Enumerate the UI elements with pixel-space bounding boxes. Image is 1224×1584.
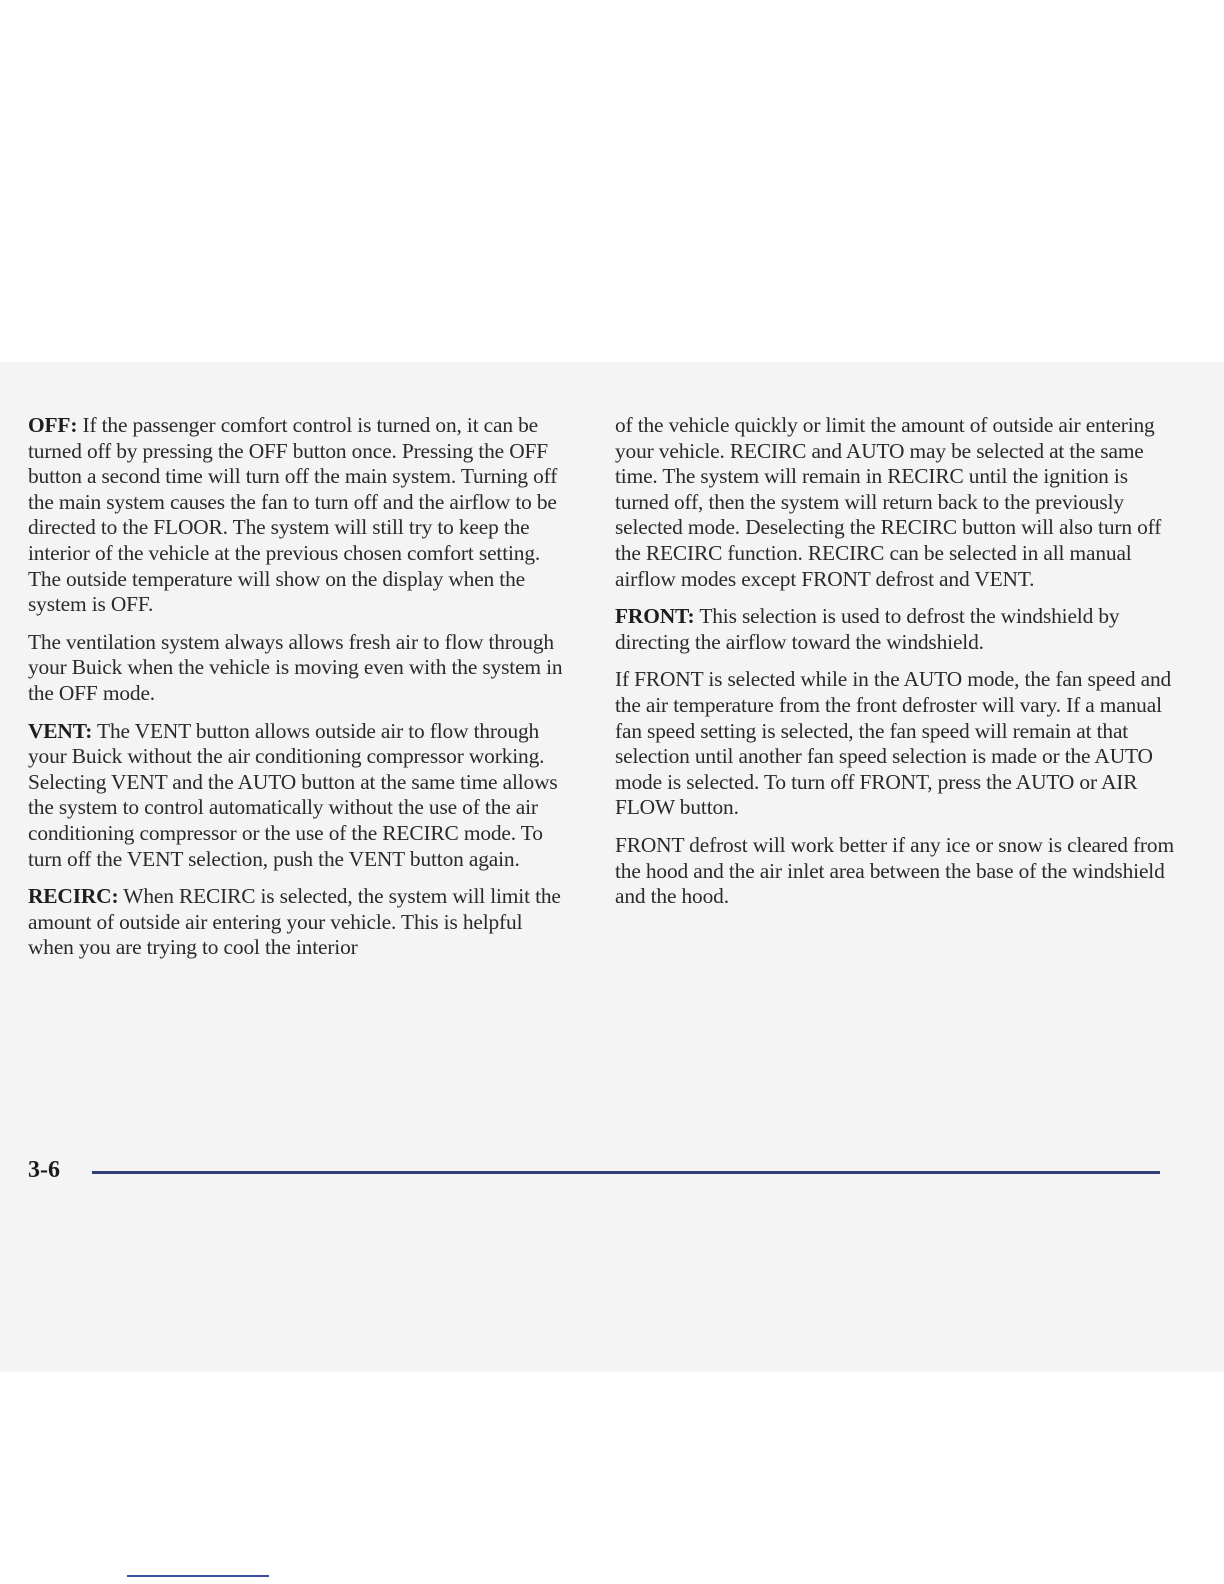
paragraph-off-text: If the passenger comfort control is turned on, it can be turned off by pressing the OFF button once. Pressing the OFF button a second time will turn off the main system. Turning off the main system causes the fan to turn off and the airflow to be directed to the FLOOR. The system will still try to keep the interior of the vehicle at the previous chosen comfort setting. The outside temperature will show on the display when the system is OFF. <box>28 413 558 617</box>
footer-rule <box>92 1171 1160 1174</box>
page-number: 3-6 <box>28 1157 60 1183</box>
right-column <box>615 413 1175 922</box>
term-vent: VENT: <box>28 718 93 743</box>
paragraph-vent-text: The VENT button allows outside air to flow through your Buick without the air conditioning compressor working. Selecting VENT and the AUTO button at the same time allows the system to control automatically without the use of the air conditioning compressor or the use of the RECIRC mode. To turn off the VENT selection, push the VENT button again. <box>28 718 558 871</box>
paragraph-off <box>28 413 573 618</box>
paragraph-recirc-text: When RECIRC is selected, the system will limit the amount of outside air entering your vehicle. This is helpful when you are trying to cool the interior <box>28 884 561 960</box>
paragraph-ventilation-text: The ventilation system always allows fresh air to flow through your Buick when the vehicle is moving even with the system in the OFF mode. <box>28 629 563 705</box>
paragraph-front-text: This selection is used to defrost the windshield by directing the airflow toward the windshield. <box>615 604 1120 654</box>
paragraph-front <box>615 604 1175 655</box>
term-recirc: RECIRC: <box>28 884 119 909</box>
paragraph-recirc-continued-text: of the vehicle quickly or limit the amount of outside air entering your vehicle. RECIRC and AUTO may be selected at the same time. The system will remain in RECIRC until the ignition is turned off, then the system will return back to the previously selected mode. Deselecting the RECIRC button will also turn off the RECIRC function. RECIRC can be selected in all manual airflow modes except FRONT defrost and VENT. <box>615 413 1162 591</box>
paragraph-vent <box>28 719 573 873</box>
left-column <box>28 413 573 973</box>
paragraph-front-defrost-text: FRONT defrost will work better if any ice or snow is cleared from the hood and the air inlet area between the base of the windshield and the hood. <box>615 832 1174 909</box>
paragraph-ventilation <box>28 630 573 707</box>
paragraph-front-auto-text: If FRONT is selected while in the AUTO mode, the fan speed and the air temperature from the front defroster will vary. If a manual fan speed setting is selected, the fan speed will remain at that selection until another fan speed selection is made or the AUTO mode is selected. To turn off FRONT, press the AUTO or AIR FLOW button. <box>615 667 1172 820</box>
bottom-mark <box>127 1575 269 1577</box>
term-off: OFF: <box>28 413 78 437</box>
paragraph-front-auto <box>615 667 1175 821</box>
term-front: FRONT: <box>615 604 695 629</box>
paragraph-recirc <box>28 884 573 961</box>
paragraph-recirc-continued <box>615 413 1175 592</box>
paragraph-front-defrost <box>615 833 1175 910</box>
